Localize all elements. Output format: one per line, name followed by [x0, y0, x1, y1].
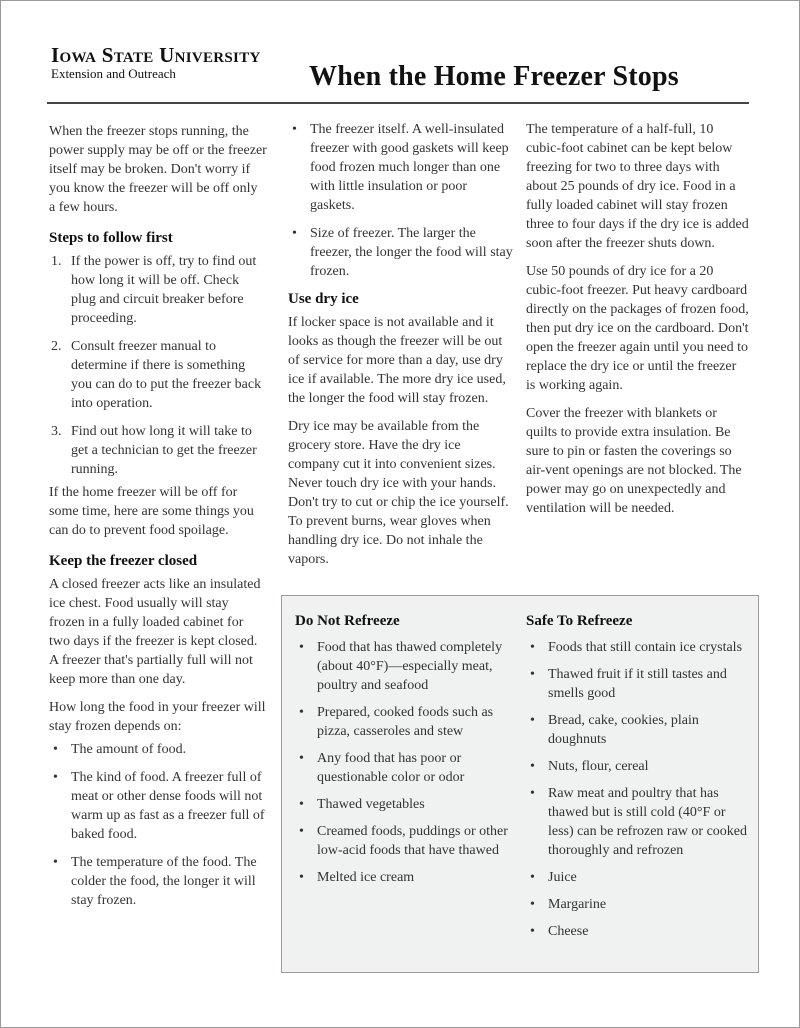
org-name: Iowa State University: [51, 43, 261, 67]
depends-list: [49, 740, 267, 910]
steps-list: [49, 252, 267, 479]
closed-paragraph: A closed freezer acts like an insulated ice chest. Food usually will stay frozen in a fully loaded cabinet for two days if the freezer is kept closed. A freezer that's partially full will not keep more than one day.: [49, 577, 261, 687]
list-item: • Bread, cake, cookies, plain doughnuts: [530, 713, 699, 747]
do-not-refreeze-list: [295, 638, 509, 887]
list-item: • The freezer itself. A well-insulated freezer with good gaskets will keep food frozen much longer than one with little insulation or poor gaskets.: [292, 122, 509, 213]
document-title: When the Home Freezer Stops: [309, 61, 679, 92]
refreeze-box: [281, 595, 759, 973]
list-item: 1. If the power is off, try to find out how long it will be off. Check plug and circuit breaker before proceeding.: [51, 254, 257, 326]
list-item: • Thawed vegetables: [299, 797, 425, 812]
list-item: • The kind of food. A freezer full of meat or other dense foods will not warm up as fast as a freezer full of baked food.: [53, 770, 265, 842]
list-item: • Juice: [530, 870, 577, 885]
column-3: [526, 120, 749, 527]
column-1: [49, 122, 267, 919]
intro-paragraph: When the freezer stops running, the power supply may be off or the freezer itself may be broken. Don't worry if you know the freezer will be off only a few hours.: [49, 124, 267, 215]
list-item: • The temperature of the food. The colder the food, the longer it will stay frozen.: [53, 855, 257, 908]
closed-heading: Keep the freezer closed: [49, 553, 198, 569]
title-rule: [47, 102, 749, 104]
list-item: • Any food that has poor or questionable color or odor: [299, 751, 465, 785]
safe-to-refreeze-section: [526, 612, 748, 949]
list-item: 3. Find out how long it will take to get a technician to get the freezer running.: [51, 424, 257, 477]
column-2: [288, 120, 513, 578]
list-item: • Creamed foods, puddings or other low-acid foods that have thawed: [299, 824, 508, 858]
list-item: 2. Consult freezer manual to determine if there is something you can do to put the freezer back into operation.: [51, 339, 262, 411]
list-item: • Foods that still contain ice crystals: [530, 640, 743, 655]
list-item: • Nuts, flour, cereal: [530, 759, 649, 774]
steps-heading: Steps to follow first: [49, 230, 173, 246]
list-item: • Raw meat and poultry that has thawed but is still cold (40°F or less) can be refrozen raw or cooked thoroughly and refrozen: [530, 786, 748, 858]
dry-ice-paragraph-2: Dry ice may be available from the grocery store. Have the dry ice company cut it into convenient sizes. Never touch dry ice with your hands. Don't try to cut or chip the ice yourself. To prevent burns, wear gloves when handling dry ice. Do not inhale the vapors.: [288, 419, 509, 567]
list-item: • Margarine: [530, 897, 607, 912]
depends-intro: How long the food in your freezer will stay frozen depends on:: [49, 700, 266, 734]
temperature-paragraph: The temperature of a half-full, 10 cubic-foot cabinet can be kept below freezing for two to three days with about 25 pounds of dry ice. Food in a fully loaded cabinet will stay frozen three to four days if the dry ice is added soon after the freezer shuts down.: [526, 122, 749, 251]
list-item: • Melted ice cream: [299, 870, 415, 885]
cover-freezer-paragraph: Cover the freezer with blankets or quilts to provide extra insulation. Be sure to pin or fasten the coverings so air-vent openings are not blocked. The power may go on unexpectedly and ventilation will be needed.: [526, 406, 742, 516]
university-logo: [51, 45, 261, 81]
freezer-factors-list: [288, 120, 513, 281]
org-subtitle: Extension and Outreach: [51, 66, 176, 81]
list-item: • Thawed fruit if it still tastes and smells good: [530, 667, 727, 701]
dry-ice-paragraph-1: If locker space is not available and it looks as though the freezer will be out of service for more than a day, use dry ice if available. The more dry ice used, the longer the food will stay frozen.: [288, 315, 506, 406]
dry-ice-heading: Use dry ice: [288, 291, 359, 307]
do-not-refreeze-section: [295, 612, 509, 895]
list-item: • Food that has thawed completely (about 40°F)—especially meat, poultry and seafood: [299, 640, 503, 693]
safe-to-refreeze-heading: Safe To Refreeze: [526, 613, 633, 629]
safe-to-refreeze-list: [526, 638, 748, 941]
list-item: • Size of freezer. The larger the freezer, the longer the food will stay frozen.: [292, 226, 513, 279]
do-not-refreeze-heading: Do Not Refreeze: [295, 613, 400, 629]
list-item: • Prepared, cooked foods such as pizza, casseroles and stew: [299, 705, 494, 739]
dry-ice-amount-paragraph: Use 50 pounds of dry ice for a 20 cubic-foot freezer. Put heavy cardboard directly on the packages of frozen food, then put dry ice on the cardboard. Don't open the freezer again until you need to replace the dry ice or until the freezer is working again.: [526, 264, 749, 393]
list-item: • The amount of food.: [53, 742, 187, 757]
list-item: • Cheese: [530, 924, 589, 939]
after-steps-paragraph: If the home freezer will be off for some time, here are some things you can do to prevent food spoilage.: [49, 485, 254, 538]
